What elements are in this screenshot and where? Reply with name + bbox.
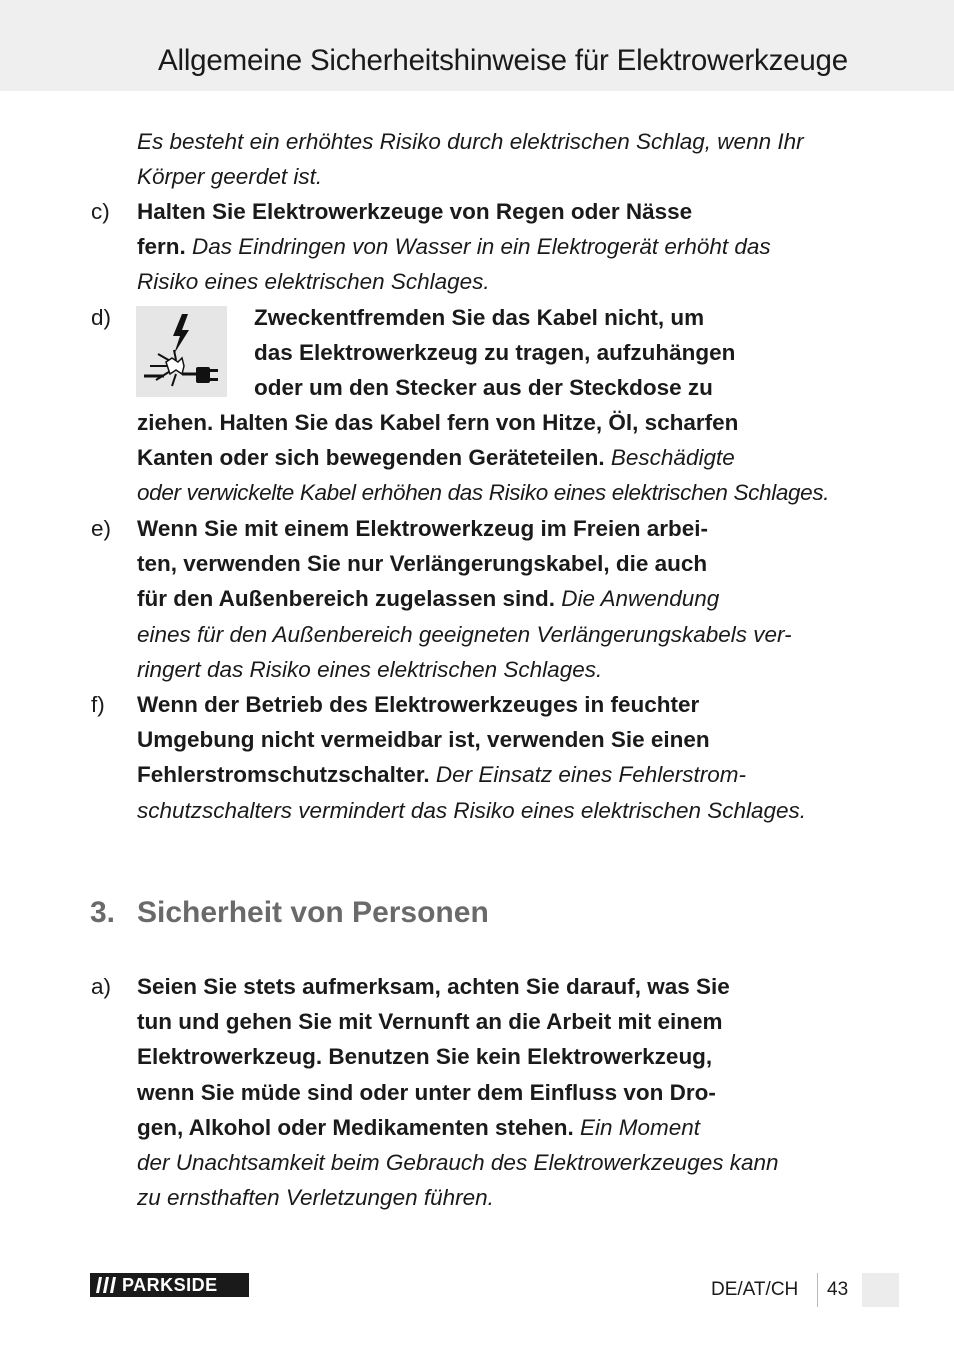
item-f-bold-2: Umgebung nicht vermeidbar ist, verwenden Sie einen [137, 727, 710, 753]
item-d-bold-2: das Elektrowerkzeug zu tragen, aufzuhängen [254, 340, 736, 366]
item-e-italic-4: eines für den Außenbereich geeigneten Verlängerungskabels ver- [137, 621, 792, 647]
item-e-bold-1: Wenn Sie mit einem Elektrowerkzeug im Freien arbei- [137, 516, 709, 541]
section-title: Sicherheit von Personen [137, 896, 489, 929]
item-e-bold-2: ten, verwenden Sie nur Verlängerungskabel, die auch [137, 551, 708, 577]
item-c-paragraph [137, 194, 865, 300]
parkside-logo [90, 1273, 249, 1297]
item-e-italic-5: ringert das Risiko eines elektrischen Schlages. [137, 656, 603, 682]
item-a-bold-1: Seien Sie stets aufmerksam, achten Sie darauf, was Sie [137, 974, 730, 999]
item-f-italic-3: Der Einsatz eines Fehlerstrom- [435, 762, 746, 788]
item-d-bold-5: Kanten oder sich bewegenden Geräteteilen. [137, 445, 605, 471]
item-f-bold-3: Fehlerstromschutzschalter. [137, 762, 430, 788]
footer-divider [817, 1273, 818, 1307]
logo-wordmark: PARKSIDE [122, 1275, 218, 1295]
item-f-bold-1: Wenn der Betrieb des Elektrowerkzeuges in feuchter [137, 692, 700, 717]
item-c-bold-2: fern. [137, 234, 186, 260]
item-a-italic-6: der Unachtsamkeit beim Gebrauch des Elektrowerkzeuges kann [137, 1150, 779, 1176]
item-d-letter: d) [91, 305, 112, 330]
item-d-bold-3: oder um den Stecker aus der Steckdose zu [254, 375, 713, 401]
item-d-italic-5: Beschädigte [610, 445, 735, 471]
item-d-paragraph-bottom [137, 405, 865, 511]
item-e-paragraph [137, 511, 865, 687]
intro-line-1: Es besteht ein erhöhtes Risiko durch elektrischen Schlag, wenn Ihr [137, 129, 804, 154]
electric-shock-cable-warning-icon [136, 306, 227, 397]
item-d-paragraph-top [254, 300, 874, 406]
item-a-italic-7: zu ernsthaften Verletzungen führen. [137, 1185, 494, 1211]
item-a-bold-4: wenn Sie müde sind oder unter dem Einfluss von Dro- [137, 1079, 716, 1105]
intro-paragraph [137, 124, 865, 194]
item-a-italic-5: Ein Moment [580, 1114, 701, 1140]
section-number: 3. [90, 896, 116, 929]
item-e-letter: e) [91, 516, 112, 541]
item-d-italic-6: oder verwickelte Kabel erhöhen das Risiko eines elektrischen Schlages. [137, 480, 830, 506]
footer-tab-marker [862, 1273, 899, 1307]
item-f-letter: f) [91, 692, 105, 717]
item-a-bold-5: gen, Alkohol oder Medikamenten stehen. [137, 1114, 574, 1140]
item-d-bold-4: ziehen. Halten Sie das Kabel fern von Hitze, Öl, scharfen [137, 410, 739, 435]
item-a-bold-2: tun und gehen Sie mit Vernunft an die Arbeit mit einem [137, 1009, 723, 1035]
item-f-italic-4: schutzschalters vermindert das Risiko eines elektrischen Schlages. [137, 797, 807, 823]
footer-locale: DE/AT/CH [711, 1279, 799, 1300]
item-a-paragraph [137, 969, 865, 1215]
item-f-paragraph [137, 687, 865, 828]
item-a-bold-3: Elektrowerkzeug. Benutzen Sie kein Elektrowerkzeug, [137, 1044, 713, 1070]
page-number: 43 [827, 1279, 849, 1300]
page-header-title: Allgemeine Sicherheitshinweise für Elektrowerkzeuge [158, 44, 848, 77]
section-heading [90, 895, 489, 930]
intro-line-2: Körper geerdet ist. [137, 164, 323, 190]
item-c-bold-1: Halten Sie Elektrowerkzeuge von Regen oder Nässe [137, 199, 693, 224]
item-c-italic-3: Risiko eines elektrischen Schlages. [137, 269, 490, 295]
item-c-italic-2: Das Eindringen von Wasser in ein Elektrogerät erhöht das [192, 234, 771, 260]
item-d-bold-1: Zweckentfremden Sie das Kabel nicht, um [254, 305, 705, 330]
item-e-italic-3: Die Anwendung [561, 586, 720, 612]
item-a-letter: a) [91, 974, 112, 999]
logo-stripes-icon [90, 1273, 122, 1297]
item-c-letter: c) [91, 199, 110, 224]
item-e-bold-3: für den Außenbereich zugelassen sind. [137, 586, 555, 612]
